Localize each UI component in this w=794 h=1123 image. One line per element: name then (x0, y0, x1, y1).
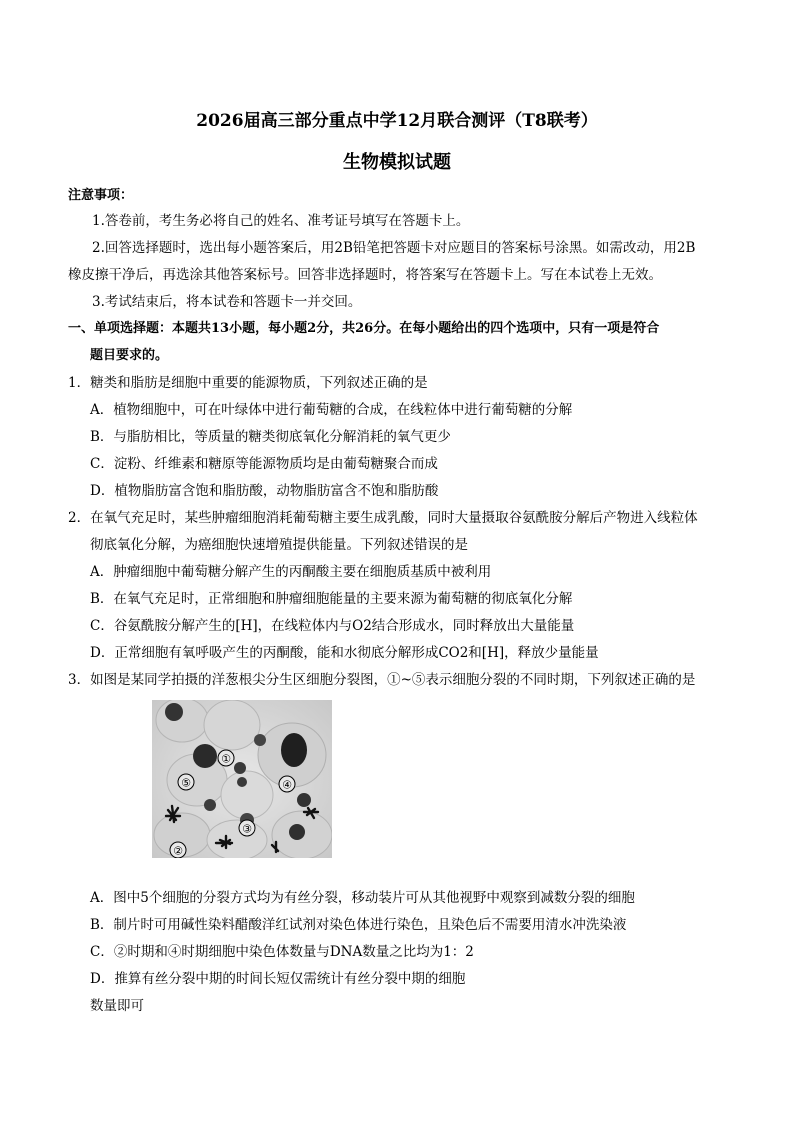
q1-option-d: D．植物脂肪富含饱和脂肪酸，动物脂肪富含不饱和脂肪酸 (90, 483, 439, 499)
exam-subtitle: 生物模拟试题 (343, 152, 451, 173)
label-1: ① (221, 752, 231, 766)
nucleus (193, 744, 217, 768)
notice-item-2-cont: 橡皮擦干净后，再选涂其他答案标号。回答非选择题时，将答案写在答题卡上。写在本试卷上无效。 (68, 267, 662, 283)
q3-option-a: A．图中5个细胞的分裂方式均为有丝分裂，移动装片可从其他视野中观察到减数分裂的细胞 (90, 890, 635, 906)
q1-stem: 1．糖类和脂肪是细胞中重要的能源物质，下列叙述正确的是 (68, 375, 428, 391)
nucleus (297, 793, 311, 807)
microscope-image (152, 700, 332, 858)
nucleus (234, 762, 246, 774)
q2-option-a: A．肿瘤细胞中葡萄糖分解产生的丙酮酸主要在细胞质基质中被利用 (90, 564, 492, 580)
section-heading-cont: 题目要求的。 (90, 348, 169, 363)
nucleus (254, 734, 266, 746)
notice-item-3: 3.考试结束后，将本试卷和答题卡一并交回。 (92, 294, 362, 310)
q3-option-d-cont: 数量即可 (90, 998, 144, 1014)
q3-option-c: C．②时期和④时期细胞中染色体数量与DNA数量之比均为1：2 (90, 944, 474, 960)
nucleus (281, 733, 307, 767)
q1-option-b: B．与脂肪相比，等质量的糖类彻底氧化分解消耗的氧气更少 (90, 429, 451, 445)
q3-stem: 3．如图是某同学拍摄的洋葱根尖分生区细胞分裂图，①~⑤表示细胞分裂的不同时期，下列叙述正确的是 (68, 672, 696, 688)
nucleus (204, 799, 216, 811)
label-3: ③ (242, 822, 252, 836)
q3-option-b: B．制片时可用碱性染料醋酸洋红试剂对染色体进行染色，且染色后不需要用清水冲洗染液 (90, 917, 627, 933)
nucleus (289, 824, 305, 840)
label-2: ② (173, 844, 183, 858)
notice-item-1: 1.答卷前，考生务必将自己的姓名、准考证号填写在答题卡上。 (92, 213, 470, 229)
notice-heading: 注意事项： (68, 188, 134, 203)
nucleus (237, 777, 247, 787)
exam-title: 2026届高三部分重点中学12月联合测评（T8联考） (196, 111, 598, 131)
q1-option-a: A．植物细胞中，可在叶绿体中进行葡萄糖的合成，在线粒体中进行葡萄糖的分解 (90, 402, 573, 418)
q2-stem-cont: 彻底氧化分解，为癌细胞快速增殖提供能量。下列叙述错误的是 (90, 537, 468, 553)
notice-item-2: 2.回答选择题时，选出每小题答案后，用2B铅笔把答题卡对应题目的答案标号涂黑。如需改动，用2B (92, 240, 696, 256)
q2-stem: 2．在氧气充足时，某些肿瘤细胞消耗葡萄糖主要生成乳酸，同时大量摄取谷氨酰胺分解后产物进入线粒体 (68, 510, 698, 526)
label-4: ④ (282, 778, 292, 792)
q2-option-b: B．在氧气充足时，正常细胞和肿瘤细胞能量的主要来源为葡萄糖的彻底氧化分解 (90, 591, 573, 607)
q2-option-d: D．正常细胞有氧呼吸产生的丙酮酸，能和水彻底分解形成CO2和[H]，释放少量能量 (90, 645, 599, 661)
q3-option-d: D．推算有丝分裂中期的时间长短仅需统计有丝分裂中期的细胞 (90, 971, 466, 987)
section-heading: 一、单项选择题：本题共13小题，每小题2分，共26分。在每小题给出的四个选项中，只有一项是符合 (68, 321, 660, 336)
nucleus (165, 703, 183, 721)
label-5: ⑤ (181, 776, 191, 790)
q2-option-c: C．谷氨酰胺分解产生的[H]，在线粒体内与O2结合形成水，同时释放出大量能量 (90, 618, 575, 634)
q1-option-c: C．淀粉、纤维素和糖原等能源物质均是由葡萄糖聚合而成 (90, 456, 438, 472)
